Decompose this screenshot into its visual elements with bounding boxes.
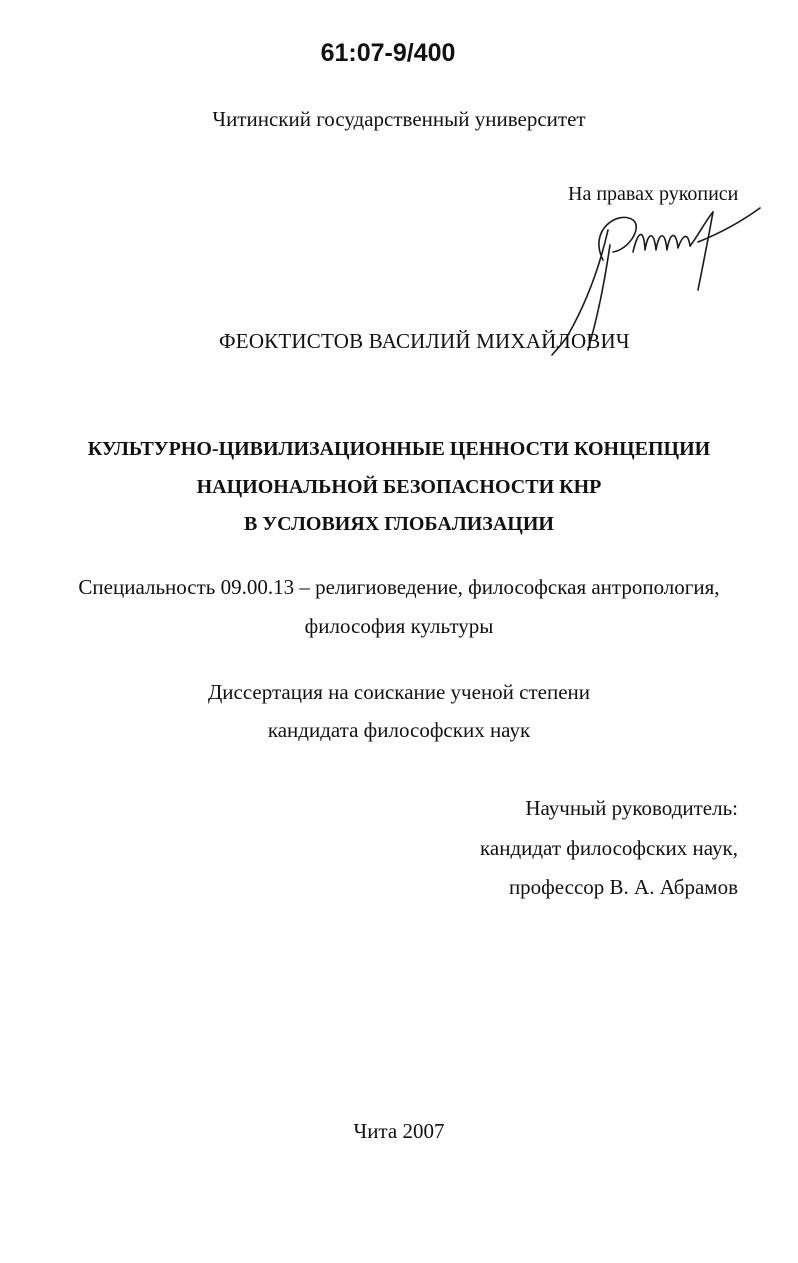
catalog-number: 61:07-9/400 xyxy=(320,39,456,67)
author-name: ФЕОКТИСТОВ ВАСИЛИЙ МИХАЙЛОВИЧ xyxy=(219,329,630,353)
supervisor-name: профессор В. А. Абрамов xyxy=(508,875,738,899)
city-year: Чита 2007 xyxy=(353,1119,445,1143)
dissertation-title-line: КУЛЬТУРНО-ЦИВИЛИЗАЦИОННЫЕ ЦЕННОСТИ КОНЦЕПЦИИ xyxy=(87,438,711,460)
supervisor-heading: Научный руководитель: xyxy=(525,796,738,820)
degree-line: кандидата философских наук xyxy=(267,718,531,742)
specialty-line: Специальность 09.00.13 – религиоведение, философская антропология, xyxy=(78,575,720,599)
dissertation-title-line: В УСЛОВИЯХ ГЛОБАЛИЗАЦИИ xyxy=(244,513,554,535)
supervisor-degree: кандидат философских наук, xyxy=(480,836,738,860)
specialty-line: философия культуры xyxy=(304,614,494,638)
dissertation-title-line: НАЦИОНАЛЬНОЙ БЕЗОПАСНОСТИ КНР xyxy=(196,476,602,498)
university-name: Читинский государственный университет xyxy=(212,107,586,131)
manuscript-rights-note: На правах рукописи xyxy=(568,183,739,205)
degree-line: Диссертация на соискание ученой степени xyxy=(207,680,591,704)
